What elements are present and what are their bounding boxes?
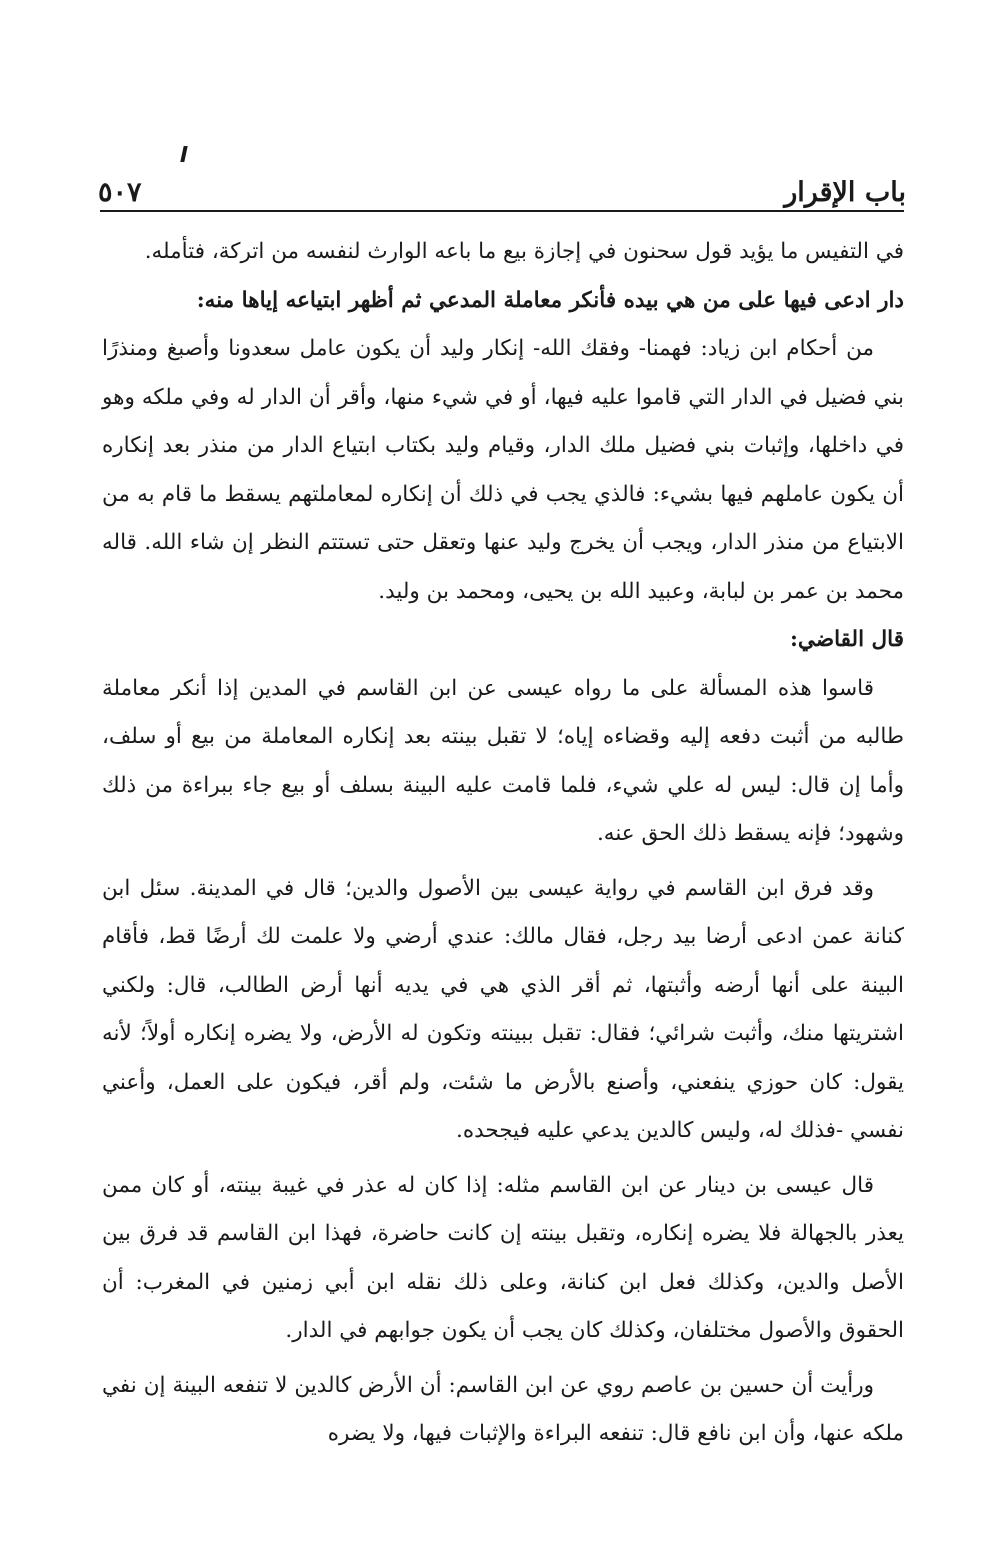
header-rule (100, 210, 904, 212)
page-number: ٥٠٧ (98, 177, 142, 208)
paragraph: وقد فرق ابن القاسم في رواية عيسى بين الأصول والدين؛ قال في المدينة. سئل ابن كنانة عمن ادعى أرضا بيد رجل، فقال مالك: عندي أرضي ولا علمت لك أرضًا قط، فأقام البينة على أنها أرضه وأثبتها، ثم أقر الذي هي في يديه أنها أرض الطالب، قال: ولكني اشتريتها منك، وأثبت شرائي؛ فقال: تقبل ببينته وتكون له الأرض، ولا يضره إنكاره أولاً؛ لأنه يقول: كان حوزي ينفعني، وأصنع بالأرض ما شئت، ولم أقر، فيكون على العمل، وأعني نفسي -فذلك له، وليس كالدين يدعي عليه فيجحده. (102, 875, 904, 1143)
paragraph: من أحكام ابن زياد: فهمنا- وفقك الله- إنكار وليد أن يكون عامل سعدونا وأصبغ ومنذرًا بني فضيل في الدار التي قاموا عليه فيها، أو في شيء منها، وأقر أن الدار له وفي ملكه وهو في داخلها، وإثبات بني فضيل ملك الدار، وقيام وليد بكتاب ابتياع الدار من منذر بعد إنكاره أن يكون عاملهم فيها بشيء: فالذي يجب في ذلك أن إنكاره لمعاملتهم يسقط ما قام به من الابتياع من منذر الدار، ويجب أن يخرج وليد عنها وتعقل حتى تستتم النظر إن شاء الله. قاله محمد بن عمر بن لبابة، وعبيد الله بن يحيى، ومحمد بن وليد. (102, 336, 904, 604)
running-header (98, 168, 906, 208)
paragraph: قال عيسى بن دينار عن ابن القاسم مثله: إذا كان له عذر في غيبة بينته، أو كان ممن يعذر بالجهالة فلا يضره إنكاره، وتقبل بينته إن كانت حاضرة، فهذا ابن القاسم قد فرق بين الأصل والدين، وكذلك فعل ابن كنانة، وعلى ذلك نقله ابن أبي زمنين في المغرب: أن الحقوق والأصول مختلفان، وكذلك كان يجب أن يكون جوابهم في الدار. (102, 1172, 904, 1343)
chapter-title: باب الإقرار (784, 177, 906, 208)
section-heading: دار ادعى فيها على من هي بيده فأنكر معاملة المدعي ثم أظهر ابتياعه إياها منه: (196, 287, 904, 313)
margin-mark (180, 146, 187, 162)
page-body (102, 228, 904, 1459)
paragraph: ورأيت أن حسين بن عاصم روي عن ابن القاسم: أن الأرض كالدين لا تنفعه البينة إن نفي ملكه عنها، وأن ابن نافع قال: تنفعه البراءة والإثبات فيها، ولا يضره (102, 1372, 904, 1446)
paragraph: في التفيس ما يؤيد قول سحنون في إجازة بيع ما باعه الوارث لنفسه من اتركة، فتأمله. (144, 239, 904, 264)
paragraph: قاسوا هذه المسألة على ما رواه عيسى عن ابن القاسم في المدين إذا أنكر معاملة طالبه من أثبت دفعه إليه وقضاءه إياه؛ لا تقبل بينته بعد إنكاره المعاملة من بيع أو سلف، وأما إن قال: ليس له علي شيء، فلما قامت عليه البينة بسلف أو بيع جاء ببراءة من ذلك وشهود؛ فإنه يسقط ذلك الحق عنه. (102, 675, 904, 846)
section-heading: قال القاضي: (790, 627, 904, 652)
